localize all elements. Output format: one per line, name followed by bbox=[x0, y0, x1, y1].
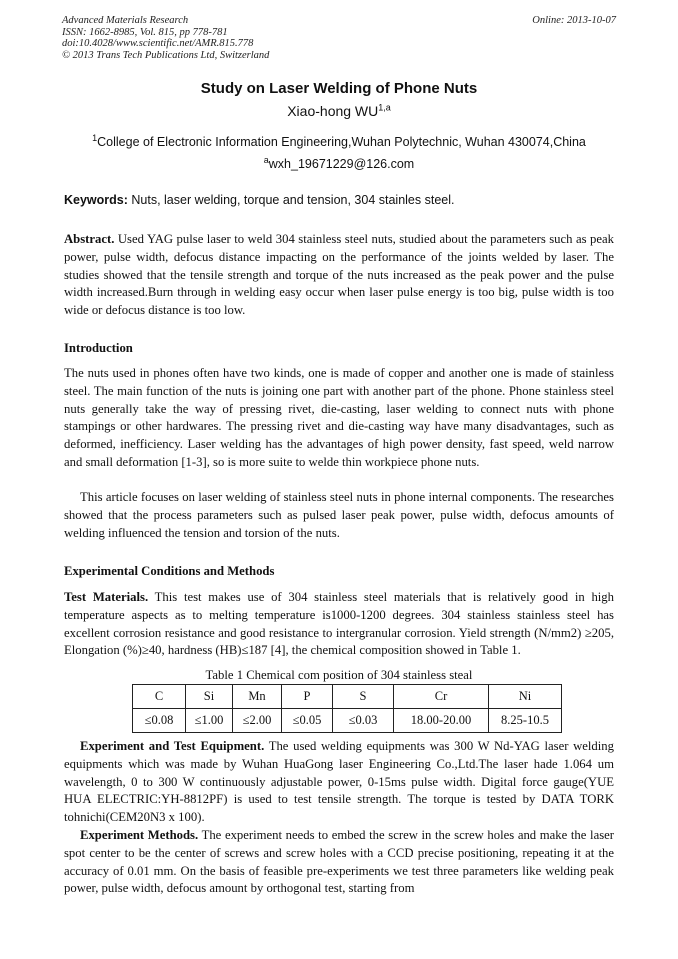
doi-line: doi:10.4028/www.scientific.net/AMR.815.778 bbox=[62, 38, 254, 50]
test-materials-label: Test Materials. bbox=[64, 590, 149, 604]
email-address: wxh_19671229@126.com bbox=[268, 157, 415, 171]
equipment-text: The used welding equipments was 300 W Nd-YAG laser welding equipments which was made by Wuhan HuaGong laser Engineering Co.,Ltd.The laser hade 1.064 um wavelength, 0 to 300 W continuously adjustable power, 0-15ms pulse width. Digital force gauge(YUE HUA ELECTRIC:YH-8812PF) is used to test tensile strength. The torque is tested by DATA TORK tohnichi(CEM20N3 x 100). bbox=[64, 739, 614, 825]
table-cell: ≤0.08 bbox=[133, 709, 186, 733]
equipment-paragraph bbox=[64, 738, 614, 827]
abstract-label: Abstract. bbox=[64, 232, 115, 246]
table-header-cell: Cr bbox=[394, 685, 489, 709]
table-header-cell: C bbox=[133, 685, 186, 709]
table-cell: ≤0.05 bbox=[282, 709, 333, 733]
intro-paragraph-2: This article focuses on laser welding of stainless steel nuts in phone internal components. The researches showed that the process parameters such as pulsed laser peak power, pulse width, defocus amounts of welding influenced the tension and torsion of the nuts. bbox=[64, 490, 614, 540]
table-header-row bbox=[133, 685, 562, 709]
table-header-cell: Mn bbox=[233, 685, 282, 709]
chemical-composition-table bbox=[132, 684, 562, 733]
abstract-text: Used YAG pulse laser to weld 304 stainless steel nuts, studied about the parameters such as peak power, pulse width, defocus distance impacting on the performance of the joints welded by laser. The studies showed that the tensile strength and torque of the nuts increased as the peak power and the pulse width increased.Burn through in welding easy occur when laser pulse energy is too big, pulse width is too wide or defocus distance is too low. bbox=[64, 232, 614, 318]
table-cell: ≤2.00 bbox=[233, 709, 282, 733]
email-sup: a bbox=[263, 154, 269, 165]
issn-line: ISSN: 1662-8985, Vol. 815, pp 778-781 bbox=[62, 26, 228, 38]
affiliation-sup: 1 bbox=[92, 132, 98, 143]
table-header-cell: Ni bbox=[489, 685, 562, 709]
author-line bbox=[0, 103, 678, 119]
table-header-cell: Si bbox=[186, 685, 233, 709]
table-header-cell: P bbox=[282, 685, 333, 709]
online-date: Online: 2013-10-07 bbox=[532, 15, 616, 26]
equipment-label: Experiment and Test Equipment. bbox=[80, 739, 265, 753]
keywords-label: Keywords: bbox=[64, 193, 128, 207]
experiment-methods-paragraph bbox=[64, 827, 614, 898]
experiment-methods-text: The experiment needs to embed the screw in the screw holes and make the laser spot center to be the center of screws and screw holes with a CCD precise positioning, repeating it at the accuracy of 0.01 mm. On the basis of feasible pre-experiments we test three parameters like welding peak power, pulse width, defocus amount by orthogonal test, starting from bbox=[64, 828, 614, 896]
abstract bbox=[64, 231, 614, 320]
experiment-methods-label: Experiment Methods. bbox=[80, 828, 199, 842]
journal-header bbox=[62, 15, 616, 61]
paper-title: Study on Laser Welding of Phone Nuts bbox=[200, 80, 478, 97]
table-header-cell: S bbox=[333, 685, 394, 709]
copyright-line: © 2013 Trans Tech Publications Ltd, Switzerland bbox=[62, 49, 270, 61]
table-cell: 8.25-10.5 bbox=[489, 709, 562, 733]
journal-name: Advanced Materials Research bbox=[62, 15, 189, 26]
table-cell: 18.00-20.00 bbox=[394, 709, 489, 733]
keywords-text: Nuts, laser welding, torque and tension, 304 stainles steel. bbox=[127, 193, 455, 207]
table-row bbox=[133, 709, 562, 733]
affiliation-text: College of Electronic Information Engineering,Wuhan Polytechnic, Wuhan 430074,China bbox=[97, 135, 586, 149]
affiliation bbox=[0, 132, 678, 149]
table-caption: Table 1 Chemical com position of 304 stainless steal bbox=[205, 668, 473, 682]
email bbox=[0, 154, 678, 171]
table-cell: ≤0.03 bbox=[333, 709, 394, 733]
author-sup: 1,a bbox=[378, 102, 391, 113]
author-name: Xiao-hong WU bbox=[287, 103, 379, 119]
table-cell: ≤1.00 bbox=[186, 709, 233, 733]
methods-heading: Experimental Conditions and Methods bbox=[64, 564, 275, 578]
test-materials-paragraph bbox=[64, 589, 614, 660]
test-materials-text: This test makes use of 304 stainless steel materials that is relatively good in high temperature aspects as to melting temperature is1000-1200 degrees. 304 stainless stainless steel has excellent corrosion resistance and good resistance to intergranular corrosion. Yield strength (N/mm2) ≥205, Elongation (%)≥40, hardness (HB)≤187 [4], the chemical composition showed in Table 1. bbox=[64, 590, 614, 658]
keywords bbox=[64, 193, 455, 207]
intro-paragraph-1: The nuts used in phones often have two kinds, one is made of copper and another one is made of stainless steel. The main function of the nuts is joining one part with another part of the phone. Phone stainless steel nuts generally take the way of pressing rivet, die-casting, laser welding to connect nuts with phone stampings or other hardwares. The pressing rivet and die-casting way have many disadvantages, such as deformed, inefficiency. Laser welding has the advantages of high power density, fast speed, weld narrow and small deformation [1-3], so is more suite to welde thin workpiece phone nuts. bbox=[64, 366, 614, 469]
intro-heading: Introduction bbox=[64, 341, 133, 355]
